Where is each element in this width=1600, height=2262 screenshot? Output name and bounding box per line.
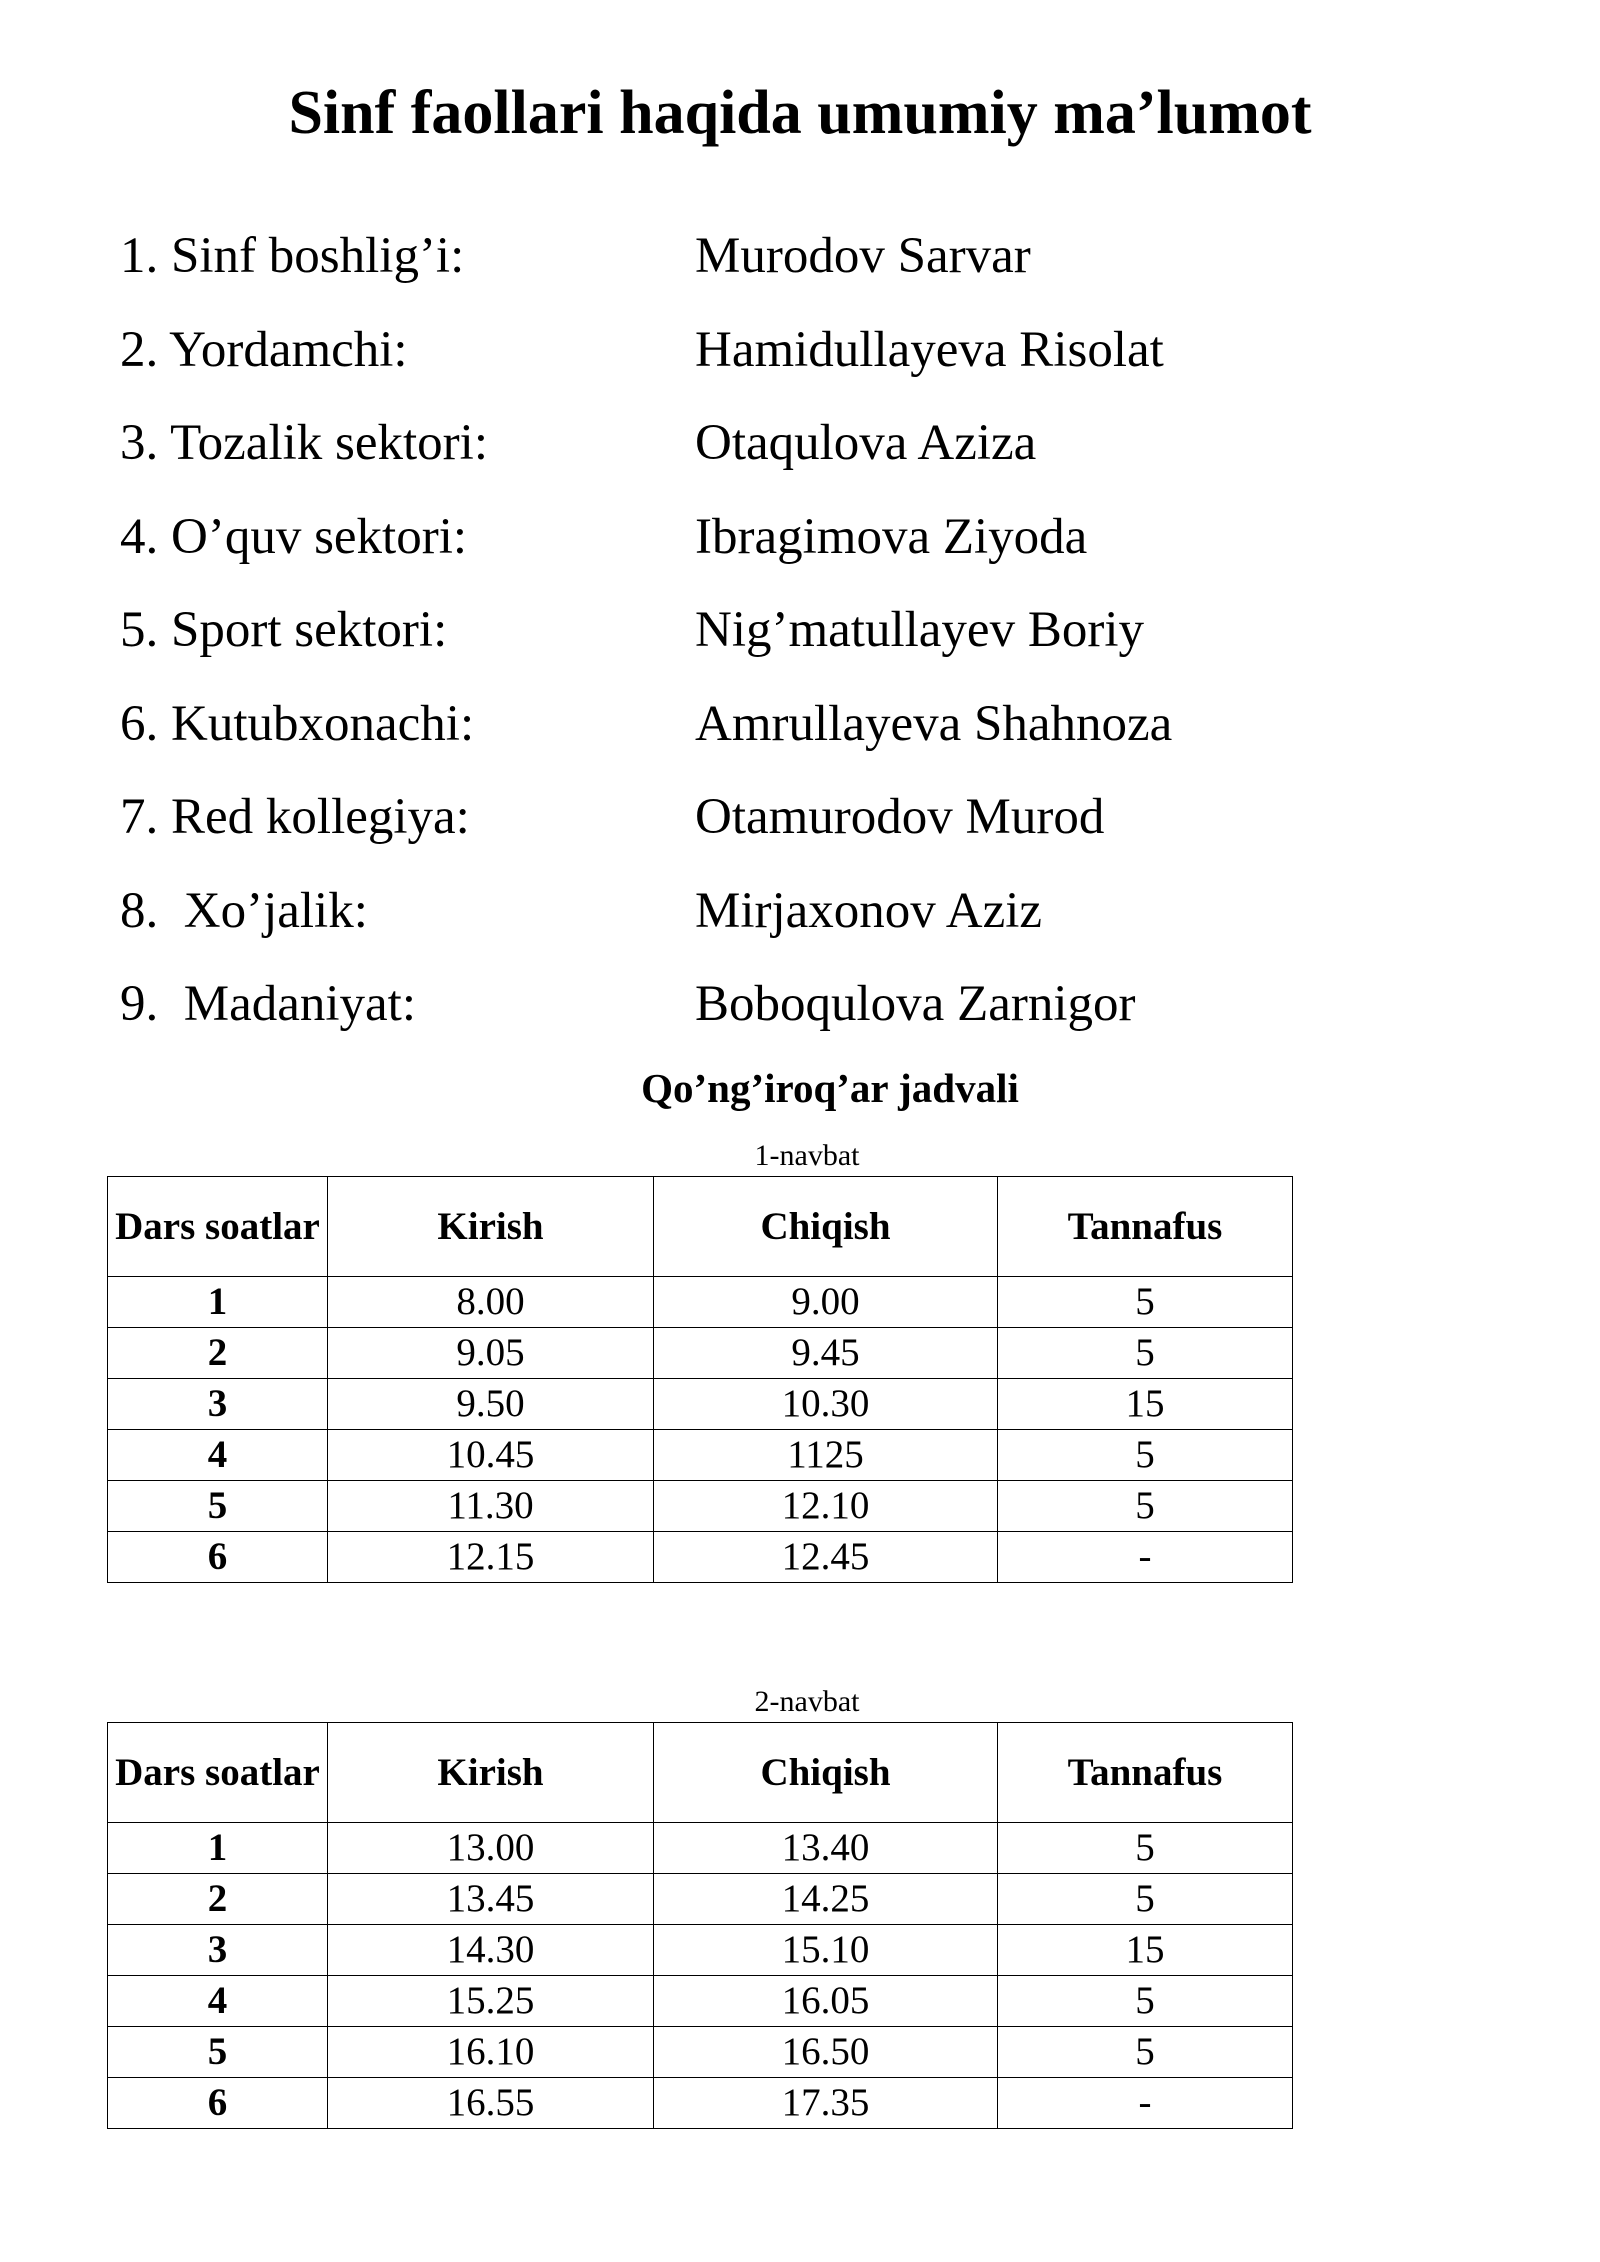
start-time: 12.15	[328, 1532, 654, 1583]
role-name: Murodov Sarvar	[695, 228, 1031, 284]
lesson-number: 6	[108, 1532, 328, 1583]
column-header: Tannafus	[998, 1177, 1293, 1277]
table-row	[108, 1277, 1293, 1328]
column-header: Chiqish	[654, 1723, 998, 1823]
start-time: 16.55	[328, 2078, 654, 2129]
break-length: -	[998, 1532, 1293, 1583]
role-name: Ibragimova Ziyoda	[695, 508, 1088, 565]
lesson-number: 2	[108, 1874, 328, 1925]
start-time: 11.30	[328, 1481, 654, 1532]
role-row	[120, 210, 1520, 304]
break-length: 5	[998, 1430, 1293, 1481]
role-label: 6. Kutubxonachi:	[120, 695, 475, 752]
role-row	[120, 491, 1520, 585]
start-time: 8.00	[328, 1277, 654, 1328]
role-label: 9. Madaniyat:	[120, 976, 417, 1032]
lesson-number: 1	[108, 1277, 328, 1328]
break-length: 5	[998, 1481, 1293, 1532]
end-time: 16.50	[654, 2027, 998, 2078]
role-name: Amrullayeva Shahnoza	[695, 695, 1173, 752]
table-header-row	[108, 1177, 1293, 1277]
break-length: 5	[998, 1328, 1293, 1379]
start-time: 9.05	[328, 1328, 654, 1379]
role-row	[120, 958, 1520, 1052]
column-header: Tannafus	[998, 1723, 1293, 1823]
role-row	[120, 771, 1520, 865]
end-time: 14.25	[654, 1874, 998, 1925]
table-row	[108, 1481, 1293, 1532]
break-length: 15	[998, 1379, 1293, 1430]
end-time: 12.10	[654, 1481, 998, 1532]
role-row	[120, 397, 1520, 491]
table-row	[108, 1532, 1293, 1583]
role-row	[120, 865, 1520, 959]
table-row	[108, 1328, 1293, 1379]
class-roles-list	[120, 210, 1520, 1052]
start-time: 13.45	[328, 1874, 654, 1925]
table-row	[108, 1823, 1293, 1874]
role-name: Hamidullayeva Risolat	[695, 321, 1164, 378]
start-time: 10.45	[328, 1430, 654, 1481]
table-row	[108, 1874, 1293, 1925]
break-length: 5	[998, 1823, 1293, 1874]
role-label: 4. O’quv sektori:	[120, 508, 468, 565]
bell-schedule-table-shift-2	[107, 1722, 1293, 2129]
role-row	[120, 584, 1520, 678]
lesson-number: 4	[108, 1976, 328, 2027]
role-row	[120, 304, 1520, 398]
shift-caption: 2-navbat	[754, 1685, 860, 1718]
column-header: Dars soatlar	[108, 1723, 328, 1823]
break-length: 5	[998, 1976, 1293, 2027]
table-row	[108, 1430, 1293, 1481]
break-length: -	[998, 2078, 1293, 2129]
lesson-number: 1	[108, 1823, 328, 1874]
bell-schedule-table-shift-1	[107, 1176, 1293, 1583]
shift-caption: 1-navbat	[754, 1139, 860, 1172]
table-row	[108, 1976, 1293, 2027]
lesson-number: 3	[108, 1379, 328, 1430]
column-header: Kirish	[328, 1723, 654, 1823]
lesson-number: 2	[108, 1328, 328, 1379]
role-label: 1. Sinf boshlig’i:	[120, 228, 465, 284]
role-name: Mirjaxonov Aziz	[695, 882, 1043, 939]
break-length: 5	[998, 1277, 1293, 1328]
role-label: 7. Red kollegiya:	[120, 789, 470, 845]
table-row	[108, 2078, 1293, 2129]
break-length: 5	[998, 2027, 1293, 2078]
role-label: 2. Yordamchi:	[120, 321, 408, 378]
end-time: 10.30	[654, 1379, 998, 1430]
end-time: 9.45	[654, 1328, 998, 1379]
end-time: 12.45	[654, 1532, 998, 1583]
break-length: 15	[998, 1925, 1293, 1976]
role-name: Boboqulova Zarnigor	[695, 976, 1136, 1032]
table-header-row	[108, 1723, 1293, 1823]
column-header: Chiqish	[654, 1177, 998, 1277]
break-length: 5	[998, 1874, 1293, 1925]
start-time: 9.50	[328, 1379, 654, 1430]
role-name: Nig’matullayev Boriy	[695, 602, 1144, 658]
role-name: Otamurodov Murod	[695, 789, 1105, 845]
start-time: 14.30	[328, 1925, 654, 1976]
start-time: 15.25	[328, 1976, 654, 2027]
role-label: 3. Tozalik sektori:	[120, 415, 489, 471]
start-time: 16.10	[328, 2027, 654, 2078]
schedule-title: Qo’ng’iroq’ar jadvali	[641, 1065, 1019, 1111]
page-title: Sinf faollari haqida umumiy ma’lumot	[288, 79, 1312, 147]
role-label: 5. Sport sektori:	[120, 602, 448, 658]
table-row	[108, 2027, 1293, 2078]
end-time: 1125	[654, 1430, 998, 1481]
end-time: 17.35	[654, 2078, 998, 2129]
table-row	[108, 1379, 1293, 1430]
lesson-number: 6	[108, 2078, 328, 2129]
table-row	[108, 1925, 1293, 1976]
lesson-number: 5	[108, 2027, 328, 2078]
column-header: Dars soatlar	[108, 1177, 328, 1277]
lesson-number: 5	[108, 1481, 328, 1532]
end-time: 16.05	[654, 1976, 998, 2027]
lesson-number: 3	[108, 1925, 328, 1976]
end-time: 13.40	[654, 1823, 998, 1874]
end-time: 15.10	[654, 1925, 998, 1976]
end-time: 9.00	[654, 1277, 998, 1328]
lesson-number: 4	[108, 1430, 328, 1481]
role-row	[120, 678, 1520, 772]
column-header: Kirish	[328, 1177, 654, 1277]
role-label: 8. Xo’jalik:	[120, 882, 368, 939]
role-name: Otaqulova Aziza	[695, 415, 1037, 471]
start-time: 13.00	[328, 1823, 654, 1874]
